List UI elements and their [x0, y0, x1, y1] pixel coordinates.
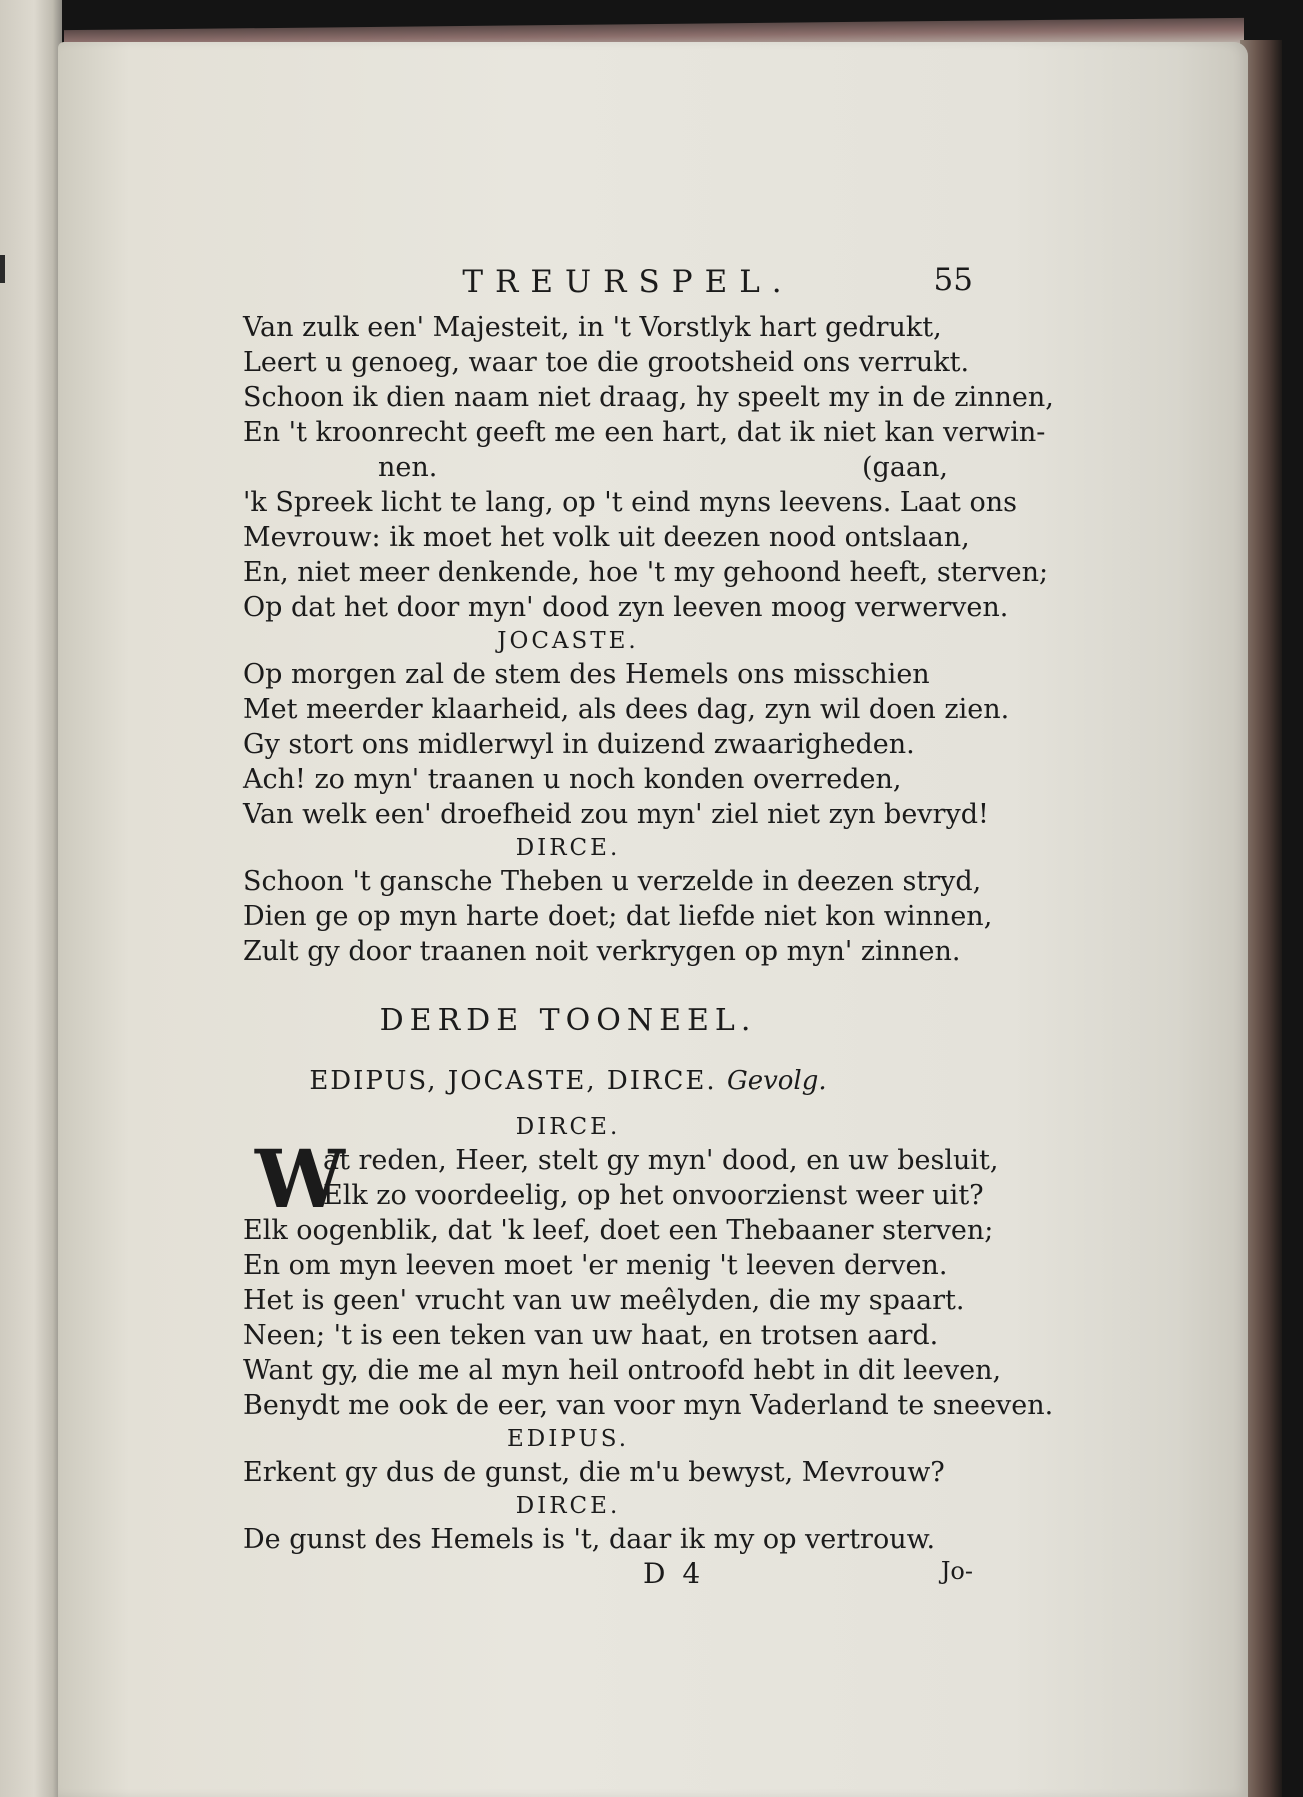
page-text	[183, 264, 1073, 1599]
verse-line: Mevrouw: ik moet het volk uit deezen nood ontslaan,	[243, 522, 970, 553]
verse-line: Leert u genoeg, waar toe die grootsheid ons verrukt.	[243, 347, 970, 378]
page-footer	[183, 1557, 1073, 1599]
verse-line: Elk oogenblik, dat 'k leef, doet een Thebaaner sterven;	[243, 1215, 994, 1246]
running-head	[183, 264, 1073, 310]
verse-line: 'k Spreek licht te lang, op 't eind myns leevens. Laat ons	[243, 487, 1017, 518]
verse-line: Schoon 't gansche Theben u verzelde in deezen stryd,	[243, 866, 982, 897]
verse-line: En 't kroonrecht geeft me een hart, dat ik niet kan verwin-	[243, 417, 1046, 448]
gutter-mark	[0, 255, 5, 283]
speaker-name: JOCASTE.	[497, 628, 639, 654]
page-number: 55	[933, 262, 973, 298]
verse-line: Op dat het door myn' dood zyn leeven moog verwerven.	[243, 592, 1009, 623]
verse-line: Want gy, die me al myn heil ontroofd hebt in dit leeven,	[243, 1355, 1002, 1386]
speaker-name: DIRCE.	[515, 1114, 621, 1140]
verse-line: Gy stort ons midlerwyl in duizend zwaarigheden.	[243, 729, 915, 760]
verse-line: Dien ge op myn harte doet; dat liefde niet kon winnen,	[243, 901, 993, 932]
verse-line: Zult gy door traanen noit verkrygen op myn' zinnen.	[243, 936, 961, 967]
verse-line: Neen; 't is een teken van uw haat, en trotsen aard.	[243, 1320, 939, 1351]
running-head-title: TREURSPEL.	[462, 264, 794, 300]
catchword: Jo-	[940, 1557, 973, 1585]
verse-line: En om myn leeven moet 'er menig 't leeven derven.	[243, 1250, 948, 1281]
speaker-name: DIRCE.	[515, 1493, 621, 1519]
verse-line: Schoon ik dien naam niet draag, hy speelt my in de zinnen,	[243, 382, 1054, 413]
verse-line: Benydt me ook de eer, van voor myn Vaderland te sneeven.	[243, 1390, 1054, 1421]
drop-cap: W	[255, 1132, 345, 1226]
verse-line: Ach! zo myn' traanen u noch konden overreden,	[243, 764, 902, 795]
cast-list	[183, 1063, 1073, 1099]
signature-mark: D 4	[643, 1557, 705, 1590]
scene-title: DERDE TOONEEL.	[379, 1003, 757, 1038]
verse-line: Het is geen' vrucht van uw meêlyden, die my spaart.	[243, 1285, 965, 1316]
verse-line: En, niet meer denkende, hoe 't my gehoond heeft, sterven;	[243, 557, 1049, 588]
opening-speech	[183, 1132, 1073, 1226]
verse-line-turnover: (gaan,	[862, 452, 948, 483]
verse-line: Op morgen zal de stem des Hemels ons misschien	[243, 659, 930, 690]
speaker-name: EDIPUS.	[506, 1426, 630, 1452]
facing-page-edge	[0, 0, 62, 1797]
verse-line: Van welk een' droefheid zou myn' ziel niet zyn bevryd!	[243, 799, 989, 830]
verse-line: at reden, Heer, stelt gy myn' dood, en uw besluit,	[323, 1145, 999, 1176]
verse-line-continuation: nen.	[378, 452, 438, 483]
verse-line: Met meerder klaarheid, als dees dag, zyn wil doen zien.	[243, 694, 1010, 725]
cast-names: EDIPUS, JOCASTE, DIRCE.	[309, 1066, 717, 1096]
verse-line: Erkent gy dus de gunst, die m'u bewyst, Mevrouw?	[243, 1457, 945, 1488]
verse-line: Van zulk een' Majesteit, in 't Vorstlyk hart gedrukt,	[243, 312, 942, 343]
cast-retinue: Gevolg.	[726, 1066, 827, 1096]
verse-line-split	[183, 450, 1073, 485]
book-page	[58, 42, 1248, 1797]
verse-line: De gunst des Hemels is 't, daar ik my op vertrouw.	[243, 1524, 936, 1555]
verse-line: Elk zo voordeelig, op het onvoorzienst weer uit?	[323, 1180, 984, 1211]
speaker-name: DIRCE.	[515, 835, 621, 861]
